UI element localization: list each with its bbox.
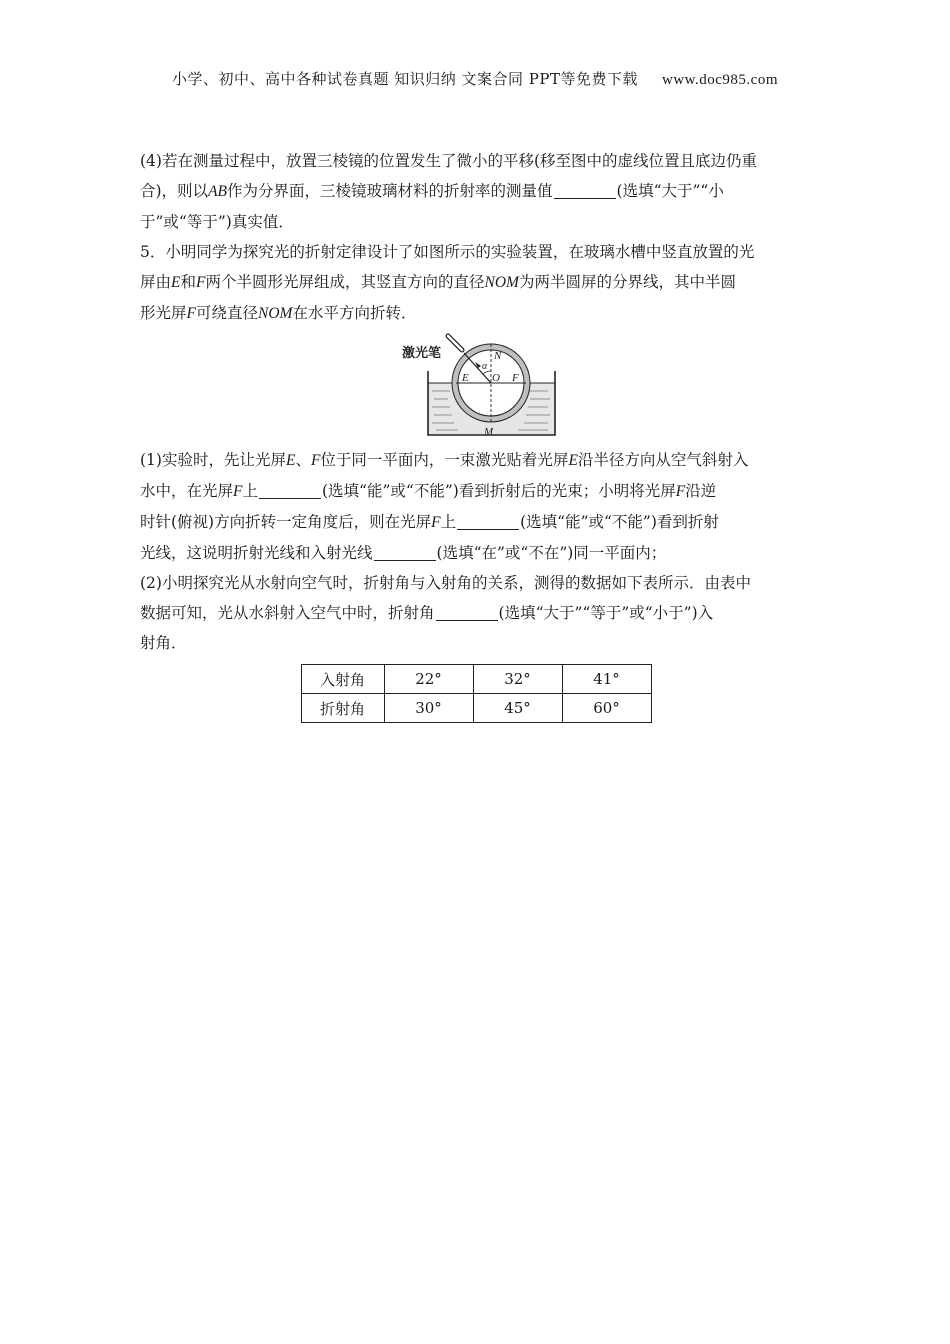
table-row	[301, 694, 651, 723]
label-E: E	[462, 372, 469, 384]
question-5-stem: 5．小明同学为探究光的折射定律设计了如图所示的实验装置，在玻璃水槽中竖直放置的光 屏由E和F两个半圆形光屏组成，其竖直方向的直径NOM为两半圆屏的分界线，其中半圆 形光屏F可绕直径NOM在水平方向折转．	[140, 243, 755, 322]
part-1: (1)实验时，先让光屏E、F位于同一平面内，一束激光贴着光屏E沿半径方向从空气斜射入 水中，在光屏F上 (选填“能”或“不能”)看到折射后的光束；小明将光屏F沿逆 时针(俯视)方向折转一定角度后，则在光屏F上 (选填“能”或“不能”)看到折射 光线，这说明折射光线和入射光线 (选填“在”或“不在”)同一平面内；	[140, 451, 749, 562]
angle-data-table	[301, 664, 652, 723]
label-M: M	[484, 426, 494, 438]
label-F: F	[512, 372, 519, 384]
label-O: O	[492, 372, 500, 384]
tank-diagram	[398, 333, 558, 445]
label-N: N	[494, 350, 502, 362]
data-table-wrap	[140, 664, 812, 723]
answer-blank[interactable]	[259, 482, 321, 499]
laser-label: 激光笔	[402, 346, 442, 361]
answer-blank[interactable]	[554, 182, 616, 199]
label-alpha: α	[482, 361, 488, 372]
laser-pen-icon	[448, 336, 462, 350]
table-cell: 22°	[384, 665, 473, 694]
header-title: 小学、初中、高中各种试卷真题 知识归纳 文案合同 PPT等免费下载	[171, 70, 638, 88]
question-4: (4)若在测量过程中，放置三棱镜的位置发生了微小的平移(移至图中的虚线位置且底边仍重 合)，则以AB作为分界面，三棱镜玻璃材料的折射率的测量值 (选填“大于”“小 于”或“等于”)真实值．	[140, 152, 758, 231]
answer-blank[interactable]	[457, 513, 519, 530]
table-cell: 41°	[562, 665, 651, 694]
answer-blank[interactable]	[374, 544, 436, 561]
part-2: (2)小明探究光从水射向空气时，折射角与入射角的关系，测得的数据如下表所示．由表中 数据可知，光从水斜射入空气中时，折射角 (选填“大于”“等于”或“小于”)入 射角．	[140, 574, 751, 652]
table-cell: 入射角	[301, 665, 384, 694]
header-site[interactable]: www.doc985.com	[661, 72, 778, 88]
document-body	[140, 146, 812, 723]
table-row	[301, 665, 651, 694]
page-header	[0, 68, 950, 89]
experiment-figure	[140, 333, 812, 445]
table-cell: 折射角	[301, 694, 384, 723]
table-cell: 60°	[562, 694, 651, 723]
table-cell: 30°	[384, 694, 473, 723]
answer-blank[interactable]	[436, 604, 498, 621]
table-cell: 32°	[473, 665, 562, 694]
table-cell: 45°	[473, 694, 562, 723]
